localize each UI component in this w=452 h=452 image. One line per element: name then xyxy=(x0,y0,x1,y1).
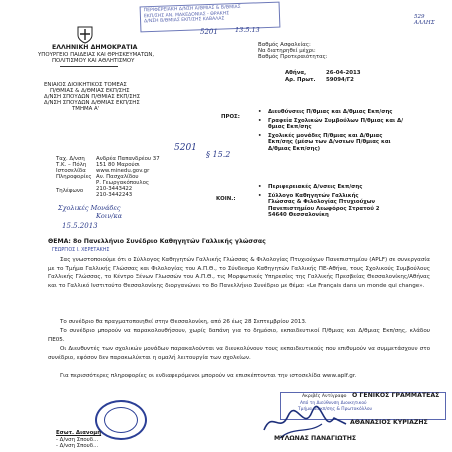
site-label: Ιστοσελίδα xyxy=(56,168,86,174)
stamp-name: ΓΕΩΡΓΙΟΣ Ι. ΧΕΡΕΤΑΚΗΣ xyxy=(52,248,110,253)
sector-line3: Δ/ΝΣΗ ΣΠΟΥΔΩΝ Π/ΘΜΙΑΣ ΕΚΠ/ΣΗΣ xyxy=(44,94,141,100)
priority-label: Βαθμός Προτεραιότητας: xyxy=(258,54,328,60)
internal-distribution-line1: - Δ/νση Σπουδ... xyxy=(56,437,99,443)
subject-line: ΘΕΜΑ: 8ο Πανελλήνιο Συνέδριο Καθηγητών Γαλλικής γλώσσας xyxy=(48,238,266,245)
postal-label: Τ.Κ. – Πόλη xyxy=(56,162,87,168)
ministry-line1: ΥΠΟΥΡΓΕΙΟ ΠΑΙΔΕΙΑΣ ΚΑΙ ΘΡΗΣΚΕΥΜΑΤΩΝ, xyxy=(38,52,155,58)
signature-stamp-line1: Από τη Διεύθυνση Διοικητικού xyxy=(300,401,367,406)
internal-distribution-line2: - Δ/νση Σπουδ... xyxy=(56,443,99,449)
registry-stamp-line3: Δ/ΝΣΗ Β/ΘΜΙΑΣ ΕΚΠ/ΣΗΣ ΚΑΒΑΛΑΣ xyxy=(144,16,225,25)
retention-label: Να διατηρηθεί μέχρι: xyxy=(258,48,316,54)
address-value: Ανδρέα Παπανδρέου 37 xyxy=(96,156,160,162)
internal-distribution-label: Εσωτ. Διανομή xyxy=(56,430,102,436)
round-seal-icon xyxy=(95,400,147,440)
clerk-name: ΜΥΛΩΝΑΣ ΠΑΝΑΓΙΩΤΗΣ xyxy=(274,435,357,442)
recipient-item: • Σχολικές μονάδες Π/θμιας και Δ/θμιας Εκπ/σης (μέσω των Δ/νσεων Π/θμιας και Δ/θμιας Εκπ/σης) xyxy=(258,132,391,152)
sector-line2: Π/ΘΜΙΑΣ & Δ/ΘΜΙΑΣ ΕΚΠ/ΣΗΣ xyxy=(50,88,130,94)
signature-role: Ο ΓΕΝΙΚΟΣ ΓΡΑΜΜΑΤΕΑΣ xyxy=(352,392,440,399)
recipient-item: • Γραφεία Σχολικών Συμβούλων Π/θμιας και Δ/θμιας Εκπ/σης xyxy=(258,117,404,131)
phone-value1: 210-3443422 xyxy=(96,186,133,192)
registry-date: 13.5.13 xyxy=(235,26,260,34)
place-label: Αθήνα, xyxy=(285,70,307,76)
handwritten-date: 15.5.2013 xyxy=(62,222,98,230)
info-value1: Αν. Πασχαλίδου xyxy=(96,174,139,180)
republic-title: ΕΛΛΗΝΙΚΗ ΔΗΜΟΚΡΑΤΙΑ xyxy=(52,44,138,51)
protocol-label: Αρ. Πρωτ. xyxy=(285,77,316,83)
handwritten-schools: Σχολικές Μονάδες xyxy=(58,204,121,212)
postal-value: 151 80 Μαρούσι xyxy=(96,162,140,168)
recipient-item: • Διευθύνσεις Π/θμιας και Δ/θμιας Εκπ/σης xyxy=(258,109,393,115)
signature-stamp-line2: Τμήμα Διεκπ/σης & Πρωτοκόλλου xyxy=(298,407,373,412)
cc-label: ΚΟΙΝ.: xyxy=(216,196,236,202)
address-label: Ταχ. Δ/νση xyxy=(56,156,85,162)
signatory-name: ΑΘΑΝΑΣΙΟΣ ΚΥΡΙΑΖΗΣ xyxy=(350,419,428,426)
registry-number: 5201 xyxy=(200,28,218,36)
info-value2: Ρ. Γεωργακόπουλος xyxy=(96,180,150,186)
body-paragraph-3: Το συνέδριο μπορούν να παρακολουθήσουν, χωρίς δαπάνη για το δημόσιο, εκπαιδευτικοί Π/θμιας και Δ/θμιας Εκπ/σης, κλάδου ΠΕ05. xyxy=(48,328,430,343)
phone-label: Τηλέφωνο xyxy=(56,188,84,194)
ministry-line2: ΠΟΛΙΤΙΣΜΟΥ ΚΑΙ ΑΘΛΗΤΙΣΜΟΥ xyxy=(52,58,135,64)
handwritten-notify: Κοιν/κα xyxy=(96,212,123,220)
document-date: 26-04-2013 xyxy=(326,70,361,76)
registry-stamp-line1: ΠΕΡΙΦΕΡΕΙΑΚΗ Δ/ΝΣΗ Α/ΘΜΙΑΣ & Β/ΘΜΙΑΣ xyxy=(143,4,241,14)
recipients-list xyxy=(258,109,438,153)
signature-order: Ακριβές Αντίγραφο xyxy=(302,394,347,399)
corner-note: 529 ΑΛΛΗΣ xyxy=(414,14,435,26)
handwritten-number: 5201 xyxy=(174,143,197,153)
body-paragraph-1: Σας γνωστοποιούμε ότι ο Σύλλογος Καθηγητών Γαλλικής Γλώσσας & Φιλολογίας Πτυχιούχων Πανεπιστημίου (APLF) σε συνεργασία με το Τμήμα Γαλλικής Γλώσσας και Φιλολογίας του Α.Π.Θ., το Σύνδεσμο Καθηγητών Γαλλικής ΠΕ-Αθήνα, τους Σχολικούς Συμβούλους Γαλλικής Γλώσσας, το Κέντρο Ξένων Γλωσσών του Α.Π.Θ., τις Μορφωτικές Υπηρεσίες της Γαλλικής Πρεσβείας Θεσσαλονίκης/Αθήνας και το Γαλλικό Ινστιτούτο Θεσσαλονίκης διοργανώνει το 8ο Πανελλήνιο Συνέδριο με θέμα: «Le Français dans un monde qui change». xyxy=(48,257,430,289)
cc-item: • Σύλλογο Καθηγητών Γαλλικής Γλώσσας & Φιλολογίας Πτυχιούχων Πανεπιστημίου Λεωφόρος Στρατού 2 54640 Θεσσαλονίκη xyxy=(258,192,380,219)
registry-stamp-line2: ΕΚΠ/ΣΗΣ ΑΝ. ΜΑΚΕΔΟΝΙΑΣ - ΘΡΑΚΗΣ xyxy=(143,10,230,19)
site-value[interactable]: www.minedu.gov.gr xyxy=(96,168,150,174)
sector-line5: ΤΜΗΜΑ Α' xyxy=(72,106,100,112)
phone-value2: 210-3442243 xyxy=(96,192,133,198)
to-label: ΠΡΟΣ: xyxy=(221,114,240,120)
confidentiality-label: Βαθμός Ασφαλείας: xyxy=(258,42,311,48)
sector-line4: Δ/ΝΣΗ ΣΠΟΥΔΩΝ Δ/ΘΜΙΑΣ ΕΚΠ/ΣΗΣ xyxy=(44,100,140,106)
protocol-number: 59094/Γ2 xyxy=(326,77,354,83)
handwritten-paragraph: § 15.2 xyxy=(206,150,231,159)
body-paragraph-4: Οι Διευθυντές των σχολικών μονάδων παρακαλούνται να διευκολύνουν τους εκπαιδευτικούς που επιθυμούν να συμμετάσχουν στο συνέδριο, εφόσον δεν παρακωλύεται η ομαλή λειτουργία των σχολείων. xyxy=(48,346,430,361)
body-paragraph-5: Για περισσότερες πληροφορίες οι ενδιαφερόμενοι μπορούν να επισκέπτονται την ιστοσελίδα www.aplf.gr. xyxy=(60,373,357,379)
cc-item: • Περιφερειακές Δ/νσεις Εκπ/σης xyxy=(258,184,363,190)
body-paragraph-2: Το συνέδριο θα πραγματοποιηθεί στην Θεσσαλονίκη, από 26 έως 28 Σεπτεμβρίου 2013. xyxy=(60,319,307,325)
cc-list xyxy=(258,184,438,219)
info-label: Πληροφορίες xyxy=(56,174,92,180)
sector-line1: ΕΝΙΑΙΟΣ ΔΙΟΙΚΗΤΙΚΟΣ ΤΟΜΕΑΣ xyxy=(44,82,127,88)
